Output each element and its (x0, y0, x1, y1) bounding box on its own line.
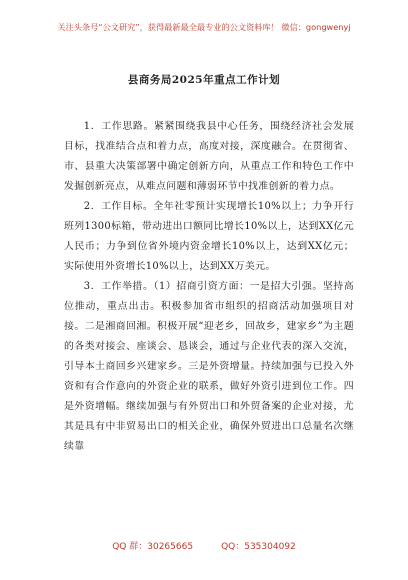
paragraph-work-approach: 1．工作思路。紧紧围绕我县中心任务，围绕经济社会发展目标，找准结合点和着力点，高度对接，深度融合。在贯彻省、市、县重大决策部署中确定创新方向，从重点工作和特色工作中发掘创新亮点，从难点问题和薄弱环节中找准创新的着力点。 (64, 121, 354, 192)
qq-group-number: QQ 群：30265665 (112, 542, 194, 552)
document-body (64, 117, 354, 457)
paragraph-work-goals: 2．工作目标。全年社零预计实现增长10%以上；力争开行班列1300标箱，带动进出口额同比增长10%以上，达到XX亿元人民币；力争到位省外境内资金增长10%以上，达到XX亿元；实际使用外资增长10%以上，达到XX万美元。 (64, 201, 354, 272)
document-title: 县商务局2025年重点工作计划 (127, 74, 281, 86)
paragraph-work-measures: 3．工作举措。（1）招商引资方面：一是招大引强。坚持高位推动，重点出击。积极参加省市组织的招商活动加强项目对接。二是湘商回湘。积极开展“迎老乡，回故乡，建家乡”为主题的各类对接会、座谈会、恳谈会，通过与企业代表的深入交流，引导本土商回乡兴建家乡。三是外资增量。持续加强与已投入外资和有合作意向的外资企业的联系，做好外资引进到位工作。四是外资增幅。继续加强与有外贸出口和外贸备案的企业对接，尤其是具有中非贸易出口的相关企业，确保外贸进出口总量名次继续靠 (64, 281, 354, 452)
promo-banner: 关注头条号“公文研究”，获得最新最全最专业的公文资料库！ 微信：gongwenyj (57, 22, 351, 32)
qq-number: QQ：535304092 (221, 542, 296, 552)
contact-footer (0, 539, 408, 552)
